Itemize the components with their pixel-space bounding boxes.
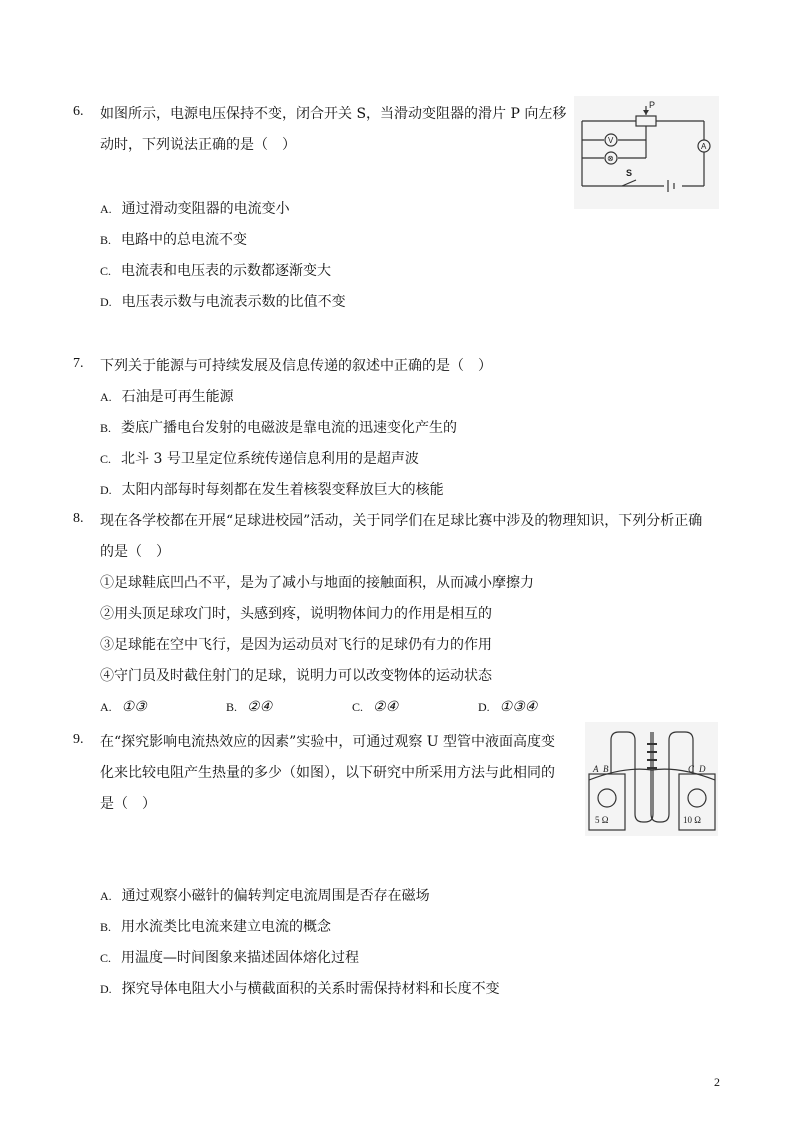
q9-option-c: C. 用温度—时间图象来描述固体熔化过程 xyxy=(100,950,360,966)
q9-number: 9. xyxy=(73,732,84,747)
q9-stem-line1: 在“探究影响电流热效应的因素”实验中，可通过观察 U 型管中液面高度变 xyxy=(100,734,556,750)
q6-fig-label-lamp: ⊗ xyxy=(607,154,614,163)
q9-fig-r-right: 10 Ω xyxy=(683,815,701,825)
q9-fig-r-left: 5 Ω xyxy=(595,815,609,825)
q8-statement-3: ③足球能在空中飞行，是因为运动员对飞行的足球仍有力的作用 xyxy=(100,637,492,653)
q8-statement-4: ④守门员及时截住射门的足球，说明力可以改变物体的运动状态 xyxy=(100,668,492,684)
q6-fig-label-p: P xyxy=(649,100,656,110)
q6-option-d: D. 电压表示数与电流表示数的比值不变 xyxy=(100,294,346,310)
q9-fig-label-b: B xyxy=(603,764,609,774)
q6-fig-label-a: A xyxy=(701,142,707,151)
q9-option-d: D. 探究导体电阻大小与横截面积的关系时需保持材料和长度不变 xyxy=(100,981,500,997)
q9-stem-line3: 是（ ） xyxy=(100,796,156,812)
q9-u-tube-figure xyxy=(585,722,718,836)
page-number: 2 xyxy=(714,1075,720,1089)
q9-fig-label-a: A xyxy=(593,764,599,774)
q8-option-c: C. ②④ xyxy=(352,699,399,715)
q6-option-c: C. 电流表和电压表的示数都逐渐变大 xyxy=(100,263,332,279)
q6-stem-line1: 如图所示，电源电压保持不变，闭合开关 S，当滑动变阻器的滑片 P 向左移 xyxy=(100,106,567,122)
q8-option-d: D. ①③④ xyxy=(478,699,538,715)
q7-option-d: D. 太阳内部每时每刻都在发生着核裂变释放巨大的核能 xyxy=(100,482,444,498)
q8-statement-1: ①足球鞋底凹凸不平，是为了减小与地面的接触面积，从而减小摩擦力 xyxy=(100,575,534,591)
q7-option-b: B. 娄底广播电台发射的电磁波是靠电流的迅速变化产生的 xyxy=(100,420,458,436)
q6-fig-label-s: S xyxy=(626,168,633,178)
q7-option-a: A. 石油是可再生能源 xyxy=(100,389,234,405)
q8-number: 8. xyxy=(73,511,84,526)
q6-circuit-figure xyxy=(574,96,719,209)
q8-stem-line1: 现在各学校都在开展“足球进校园”活动，关于同学们在足球比赛中涉及的物理知识，下列分析正确 xyxy=(100,513,703,529)
q9-fig-label-c: C xyxy=(688,764,695,774)
q9-fig-label-d: D xyxy=(699,764,706,774)
q8-statement-2: ②用头顶足球攻门时，头感到疼，说明物体间力的作用是相互的 xyxy=(100,606,492,622)
q6-number: 6. xyxy=(73,104,84,119)
q7-option-c: C. 北斗 3 号卫星定位系统传递信息利用的是超声波 xyxy=(100,451,419,467)
q6-fig-label-v: V xyxy=(608,136,614,145)
q8-option-a: A. ①③ xyxy=(100,699,147,715)
q9-option-a: A. 通过观察小磁针的偏转判定电流周围是否存在磁场 xyxy=(100,888,430,904)
q8-stem-line2: 的是（ ） xyxy=(100,544,170,560)
q7-number: 7. xyxy=(73,356,84,371)
q6-stem-line2: 动时，下列说法正确的是（ ） xyxy=(100,137,296,153)
q6-option-b: B. 电路中的总电流不变 xyxy=(100,232,248,248)
q8-option-b: B. ②④ xyxy=(226,699,273,715)
q9-option-b: B. 用水流类比电流来建立电流的概念 xyxy=(100,919,332,935)
q7-stem-line1: 下列关于能源与可持续发展及信息传递的叙述中正确的是（ ） xyxy=(100,358,492,374)
q6-option-a: A. 通过滑动变阻器的电流变小 xyxy=(100,201,290,217)
q9-stem-line2: 化来比较电阻产生热量的多少（如图），以下研究中所采用方法与此相同的 xyxy=(100,765,555,781)
